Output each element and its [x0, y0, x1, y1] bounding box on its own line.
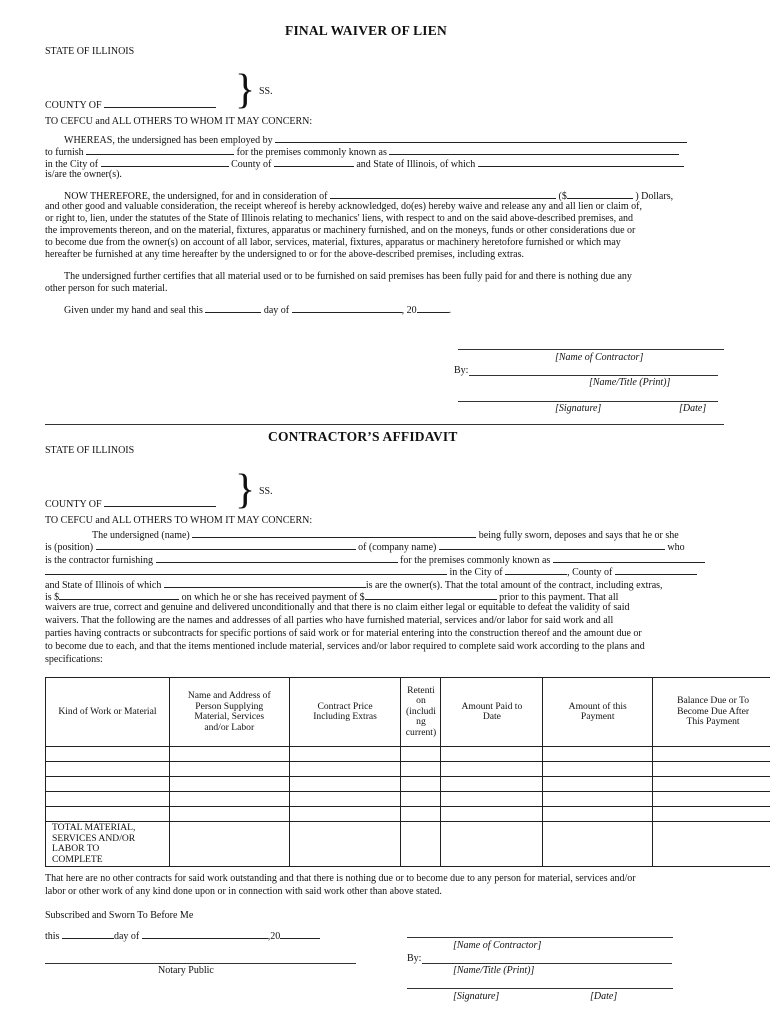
table-header-row: [46, 678, 770, 747]
affidavit-city-line: [45, 565, 697, 579]
table-total-row: [46, 822, 770, 867]
table-cell[interactable]: [46, 807, 170, 822]
notary-year: ,20: [267, 931, 281, 942]
affidavit-to-all: TO CEFCU and ALL OTHERS TO WHOM IT MAY CONCERN:: [45, 515, 313, 526]
affidavit-premises-field[interactable]: [553, 553, 705, 563]
table-cell[interactable]: [653, 822, 770, 867]
waiver-month-field[interactable]: [292, 303, 402, 313]
waiver-body-1: and other good and valuable consideration, the receipt whereof is hereby acknowledged, do(es) hereby waive and release any and all lien or claim of,: [45, 201, 642, 212]
table-cell[interactable]: [289, 777, 401, 792]
table-cell[interactable]: [46, 777, 170, 792]
table-cell[interactable]: [653, 792, 770, 807]
waiver-by-line[interactable]: [469, 375, 718, 376]
affidavit-contract-amount-field[interactable]: [59, 590, 179, 600]
waiver-furnish-field[interactable]: [86, 145, 234, 155]
table-cell[interactable]: [401, 792, 441, 807]
waiver-date: [Date]: [679, 403, 707, 414]
affidavit-title: CONTRACTOR’S AFFIDAVIT: [268, 429, 458, 444]
table-cell[interactable]: [169, 747, 289, 762]
table-cell[interactable]: [653, 777, 770, 792]
table-cell[interactable]: [289, 807, 401, 822]
notary-public: Notary Public: [158, 965, 214, 976]
affidavit-owner-field[interactable]: [164, 578, 366, 588]
affidavit-state-il: and State of Illinois of which: [45, 580, 162, 591]
waiver-signature: [Signature]: [555, 403, 602, 414]
table-cell[interactable]: [289, 822, 401, 867]
affidavit-county-field[interactable]: [104, 497, 216, 507]
waiver-dollar-open: ($: [558, 191, 567, 202]
affidavit-position-line: [45, 540, 685, 554]
table-cell[interactable]: [441, 747, 543, 762]
affidavit-body-5: specifications:: [45, 654, 103, 665]
table-cell[interactable]: [543, 822, 653, 867]
affidavit-signature-line[interactable]: [407, 988, 673, 989]
header-amount-payment: Amount of this Payment: [543, 678, 653, 747]
waiver-to-all: TO CEFCU and ALL OTHERS TO WHOM IT MAY CONCERN:: [45, 116, 313, 127]
waiver-owner-field[interactable]: [478, 157, 684, 167]
table-cell[interactable]: [401, 807, 441, 822]
affidavit-county-label: COUNTY OF: [45, 499, 102, 510]
waiver-county-field[interactable]: [104, 98, 216, 108]
header-amount-paid: Amount Paid to Date: [441, 678, 543, 747]
affidavit-closing-2: labor or other work of any kind done upon or in connection with said work other than above stated.: [45, 886, 442, 897]
notary-day-of: day of: [113, 931, 140, 942]
affidavit-for-premises: for the premises commonly known as: [400, 555, 551, 566]
header-contract-price: Contract Price Including Extras: [289, 678, 401, 747]
affidavit-prior: prior to this payment. That all: [499, 592, 619, 603]
header-kind-of-work: Kind of Work or Material: [46, 678, 170, 747]
table-cell[interactable]: [46, 792, 170, 807]
waiver-city-field[interactable]: [101, 157, 229, 167]
waiver-for-premises: for the premises commonly known as: [236, 147, 387, 158]
affidavit-are-owners: is are the owner(s). That the total amount of the contract, including extras,: [365, 580, 663, 591]
affidavit-of-company: of (company name): [358, 542, 437, 553]
waiver-given-line: [64, 303, 451, 317]
affidavit-state: STATE OF ILLINOIS: [45, 445, 135, 456]
affidavit-by: By:: [407, 953, 422, 964]
table-cell[interactable]: [653, 762, 770, 777]
table-row[interactable]: [46, 777, 770, 792]
affidavit-contractor-line[interactable]: [407, 937, 673, 938]
payments-table: [45, 677, 770, 867]
table-cell[interactable]: [441, 822, 543, 867]
waiver-county-line: [45, 98, 216, 112]
table-cell[interactable]: [289, 747, 401, 762]
notary-day-field[interactable]: [62, 929, 114, 939]
affidavit-county-of-field[interactable]: [615, 565, 697, 575]
waiver-in-city: in the City of: [45, 159, 99, 170]
table-cell[interactable]: [653, 747, 770, 762]
waiver-contractor-line[interactable]: [458, 349, 724, 350]
header-name-address: Name and Address of Person Supplying Material, Services and/or Labor: [169, 678, 289, 747]
waiver-body-4: to become due from the owner(s) on account of all labor, services, material, fixtures, apparatus or machinery heretofore furnished or which may: [45, 237, 621, 248]
table-cell[interactable]: [543, 747, 653, 762]
table-cell[interactable]: [46, 762, 170, 777]
table-cell[interactable]: [441, 792, 543, 807]
waiver-to-furnish: to furnish: [45, 147, 84, 158]
table-cell[interactable]: [46, 747, 170, 762]
affidavit-county-line: [45, 497, 216, 511]
affidavit-closing-1: That here are no other contracts for said work outstanding and that there is nothing due or to become due to any person for material, services and/or: [45, 873, 636, 884]
table-cell[interactable]: [401, 747, 441, 762]
waiver-consideration-field[interactable]: [330, 189, 556, 199]
table-cell[interactable]: [543, 792, 653, 807]
notary-signature-line[interactable]: [45, 963, 356, 964]
waiver-given-d: .: [448, 305, 452, 316]
total-material-label: TOTAL MATERIAL, SERVICES AND/OR LABOR TO COMPLETE: [46, 822, 170, 867]
affidavit-brace: }: [235, 467, 256, 513]
affidavit-body-3: parties having contracts or subcontracts for specific portions of said work or for material entering into the construction thereof and the amount due or: [45, 628, 642, 639]
affidavit-date: [Date]: [590, 991, 618, 1002]
table-cell[interactable]: [169, 762, 289, 777]
affidavit-who: who: [667, 542, 685, 553]
waiver-certify-1: The undersigned further certifies that all material used or to be furnished on said premises has been fully paid for and there is nothing due any: [64, 271, 632, 282]
affidavit-being-sworn: being fully sworn, deposes and says that he or she: [478, 530, 679, 541]
table-cell[interactable]: [441, 777, 543, 792]
affidavit-furnishing-field[interactable]: [156, 553, 398, 563]
waiver-by: By:: [454, 365, 469, 376]
waiver-given-a: Given under my hand and seal this: [64, 305, 203, 316]
waiver-ss: SS.: [259, 86, 273, 97]
affidavit-is-dollar: is $: [45, 592, 60, 603]
table-row[interactable]: [46, 747, 770, 762]
table-cell[interactable]: [169, 792, 289, 807]
waiver-body-3: the improvements thereon, and on the material, fixtures, apparatus or machinery furnished, and on the moneys, funds or other considerations due or: [45, 225, 636, 236]
waiver-now-therefore: NOW THEREFORE, the undersigned, for and in consideration of: [64, 191, 328, 202]
waiver-owners: is/are the owner(s).: [45, 169, 122, 180]
table-cell[interactable]: [401, 762, 441, 777]
notary-month-field[interactable]: [142, 929, 268, 939]
affidavit-premises-cont-field[interactable]: [45, 565, 447, 575]
affidavit-received: on which he or she has received payment of $: [181, 592, 365, 603]
affidavit-county-of: , County of: [567, 567, 613, 578]
table-cell[interactable]: [653, 807, 770, 822]
affidavit-name-field[interactable]: [192, 528, 476, 538]
notary-year-field[interactable]: [280, 929, 320, 939]
waiver-certify-2: other person for such material.: [45, 283, 168, 294]
affidavit-city-field[interactable]: [505, 565, 567, 575]
waiver-dollars: ) Dollars,: [635, 191, 674, 202]
affidavit-company-field[interactable]: [439, 540, 665, 550]
waiver-city-line: [45, 157, 684, 171]
section-divider: [45, 424, 724, 425]
affidavit-in-city: in the City of: [449, 567, 503, 578]
table-row[interactable]: [46, 762, 770, 777]
notary-this: this: [45, 931, 60, 942]
waiver-state-il: and State of Illinois, of which: [356, 159, 476, 170]
affidavit-is-contractor: is the contractor furnishing: [45, 555, 154, 566]
waiver-given-c: , 20: [401, 305, 417, 316]
affidavit-name-contractor: [Name of Contractor]: [453, 940, 542, 951]
waiver-county-of-field[interactable]: [274, 157, 354, 167]
waiver-day-field[interactable]: [205, 303, 261, 313]
table-cell[interactable]: [441, 762, 543, 777]
waiver-signature-line[interactable]: [458, 401, 718, 402]
affidavit-body-1: waivers are true, correct and genuine and delivered unconditionally and that there is no claim either legal or equitable to defeat the validity of said: [45, 602, 630, 613]
table-cell[interactable]: [289, 792, 401, 807]
waiver-county-of: County of: [231, 159, 272, 170]
waiver-name-title: [Name/Title (Print)]: [589, 377, 671, 388]
waiver-body-2: or right to, lien, under the statutes of the State of Illinois relating to mechanics' liens, with respect to and on the said above-described premises, and: [45, 213, 634, 224]
table-cell[interactable]: [543, 762, 653, 777]
waiver-whereas: WHEREAS, the undersigned has been employed by: [64, 135, 273, 146]
waiver-employer-field[interactable]: [275, 133, 687, 143]
affidavit-undersigned: The undersigned (name): [92, 530, 190, 541]
table-cell[interactable]: [401, 777, 441, 792]
table-cell[interactable]: [169, 807, 289, 822]
waiver-name-contractor: [Name of Contractor]: [555, 352, 644, 363]
table-cell[interactable]: [543, 777, 653, 792]
waiver-title: FINAL WAIVER OF LIEN: [285, 23, 447, 38]
waiver-year-field[interactable]: [417, 303, 449, 313]
header-balance-due: Balance Due or To Become Due After This Payment: [653, 678, 770, 747]
affidavit-body-2: waivers. That the following are the names and addresses of all parties who have furnished material, services and/or labor for said work and all: [45, 615, 614, 626]
subscribed-sworn: Subscribed and Sworn To Before Me: [45, 910, 194, 921]
waiver-body-5: hereafter be furnished at any time hereafter by the undersigned to or for the above-described premises, including extras.: [45, 249, 524, 260]
waiver-brace: }: [235, 67, 256, 113]
table-cell[interactable]: [401, 822, 441, 867]
waiver-amount-field[interactable]: [567, 189, 633, 199]
affidavit-position-field[interactable]: [96, 540, 356, 550]
table-cell[interactable]: [441, 807, 543, 822]
affidavit-signature: [Signature]: [453, 991, 500, 1002]
table-cell[interactable]: [169, 822, 289, 867]
waiver-county-label: COUNTY OF: [45, 100, 102, 111]
table-row[interactable]: [46, 792, 770, 807]
waiver-given-b: day of: [263, 305, 290, 316]
affidavit-body-4: to become due to each, and that the items mentioned include material, services and/or labor required to complete said work according to the plans and: [45, 641, 645, 652]
table-cell[interactable]: [289, 762, 401, 777]
affidavit-name-title: [Name/Title (Print)]: [453, 965, 535, 976]
affidavit-ss: SS.: [259, 486, 273, 497]
waiver-state: STATE OF ILLINOIS: [45, 46, 135, 57]
affidavit-by-line[interactable]: [422, 963, 672, 964]
table-row[interactable]: [46, 807, 770, 822]
affidavit-is-position: is (position): [45, 542, 94, 553]
waiver-premises-field[interactable]: [389, 145, 679, 155]
header-retention: Retenti on (includi ng current): [401, 678, 441, 747]
table-cell[interactable]: [543, 807, 653, 822]
affidavit-payment-field[interactable]: [365, 590, 497, 600]
table-cell[interactable]: [169, 777, 289, 792]
notary-date-line: [45, 929, 320, 943]
